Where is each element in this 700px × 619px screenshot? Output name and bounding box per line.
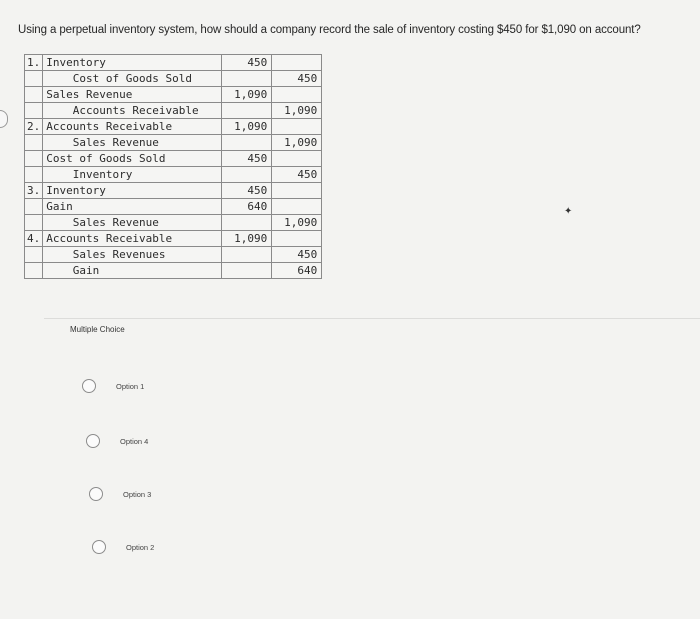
account-name: Inventory — [43, 167, 222, 183]
debit-amount — [222, 71, 272, 87]
credit-amount — [272, 199, 322, 215]
entry-number — [25, 263, 43, 279]
option-4[interactable] — [86, 434, 148, 448]
account-name: Sales Revenues — [43, 247, 222, 263]
entry-number — [25, 103, 43, 119]
radio-button[interactable] — [86, 434, 100, 448]
journal-row — [25, 103, 322, 119]
debit-amount — [222, 167, 272, 183]
credit-amount — [272, 183, 322, 199]
entry-number: 1. — [25, 55, 43, 71]
debit-amount: 450 — [222, 183, 272, 199]
journal-row — [25, 247, 322, 263]
debit-amount — [222, 135, 272, 151]
credit-amount — [272, 151, 322, 167]
credit-amount: 1,090 — [272, 103, 322, 119]
account-name: Inventory — [43, 55, 222, 71]
option-label: Option 1 — [116, 381, 145, 391]
entry-number: 3. — [25, 183, 43, 199]
debit-amount: 450 — [222, 55, 272, 71]
journal-row — [25, 119, 322, 135]
debit-amount — [222, 215, 272, 231]
radio-button[interactable] — [89, 487, 103, 501]
option-label: Option 2 — [126, 542, 155, 552]
mouse-cursor-icon: ✦ — [564, 206, 573, 217]
credit-amount: 450 — [272, 71, 322, 87]
credit-amount — [272, 55, 322, 71]
debit-amount: 1,090 — [222, 231, 272, 247]
account-name: Cost of Goods Sold — [43, 151, 222, 167]
credit-amount: 450 — [272, 247, 322, 263]
account-name: Accounts Receivable — [43, 119, 222, 135]
credit-amount — [272, 87, 322, 103]
debit-amount: 640 — [222, 199, 272, 215]
credit-amount — [272, 231, 322, 247]
account-name: Cost of Goods Sold — [43, 71, 222, 87]
credit-amount: 450 — [272, 167, 322, 183]
credit-amount — [272, 119, 322, 135]
journal-row — [25, 71, 322, 87]
radio-button[interactable] — [92, 540, 106, 554]
option-1[interactable] — [82, 379, 144, 393]
account-name: Gain — [43, 263, 222, 279]
account-name: Sales Revenue — [43, 87, 222, 103]
option-label: Option 3 — [123, 489, 152, 499]
debit-amount: 450 — [222, 151, 272, 167]
entry-number — [25, 135, 43, 151]
question-text: Using a perpetual inventory system, how should a company record the sale of inventory costing $450 for $1,090 on account? — [18, 24, 641, 36]
entry-number — [25, 71, 43, 87]
entry-number — [25, 87, 43, 103]
debit-amount — [222, 103, 272, 119]
account-name: Accounts Receivable — [43, 103, 222, 119]
entry-number — [25, 199, 43, 215]
entry-number: 2. — [25, 119, 43, 135]
journal-row — [25, 135, 322, 151]
account-name: Sales Revenue — [43, 135, 222, 151]
journal-row — [25, 231, 322, 247]
account-name: Accounts Receivable — [43, 231, 222, 247]
debit-amount — [222, 263, 272, 279]
radio-button[interactable] — [82, 379, 96, 393]
journal-row — [25, 87, 322, 103]
journal-row — [25, 199, 322, 215]
account-name: Sales Revenue — [43, 215, 222, 231]
entry-number — [25, 247, 43, 263]
entry-number — [25, 215, 43, 231]
side-tab-handle[interactable] — [0, 110, 8, 128]
credit-amount: 1,090 — [272, 215, 322, 231]
credit-amount: 1,090 — [272, 135, 322, 151]
journal-row — [25, 215, 322, 231]
debit-amount: 1,090 — [222, 87, 272, 103]
account-name: Gain — [43, 199, 222, 215]
debit-amount: 1,090 — [222, 119, 272, 135]
entry-number — [25, 151, 43, 167]
journal-row — [25, 183, 322, 199]
option-3[interactable] — [89, 487, 151, 501]
account-name: Inventory — [43, 183, 222, 199]
divider — [44, 318, 700, 319]
debit-amount — [222, 247, 272, 263]
journal-row — [25, 55, 322, 71]
option-label: Option 4 — [120, 436, 149, 446]
credit-amount: 640 — [272, 263, 322, 279]
entry-number — [25, 167, 43, 183]
entry-number: 4. — [25, 231, 43, 247]
journal-row — [25, 263, 322, 279]
journal-entries-table — [24, 54, 322, 279]
option-2[interactable] — [92, 540, 154, 554]
journal-row — [25, 167, 322, 183]
multiple-choice-title: Multiple Choice — [70, 325, 125, 334]
journal-row — [25, 151, 322, 167]
